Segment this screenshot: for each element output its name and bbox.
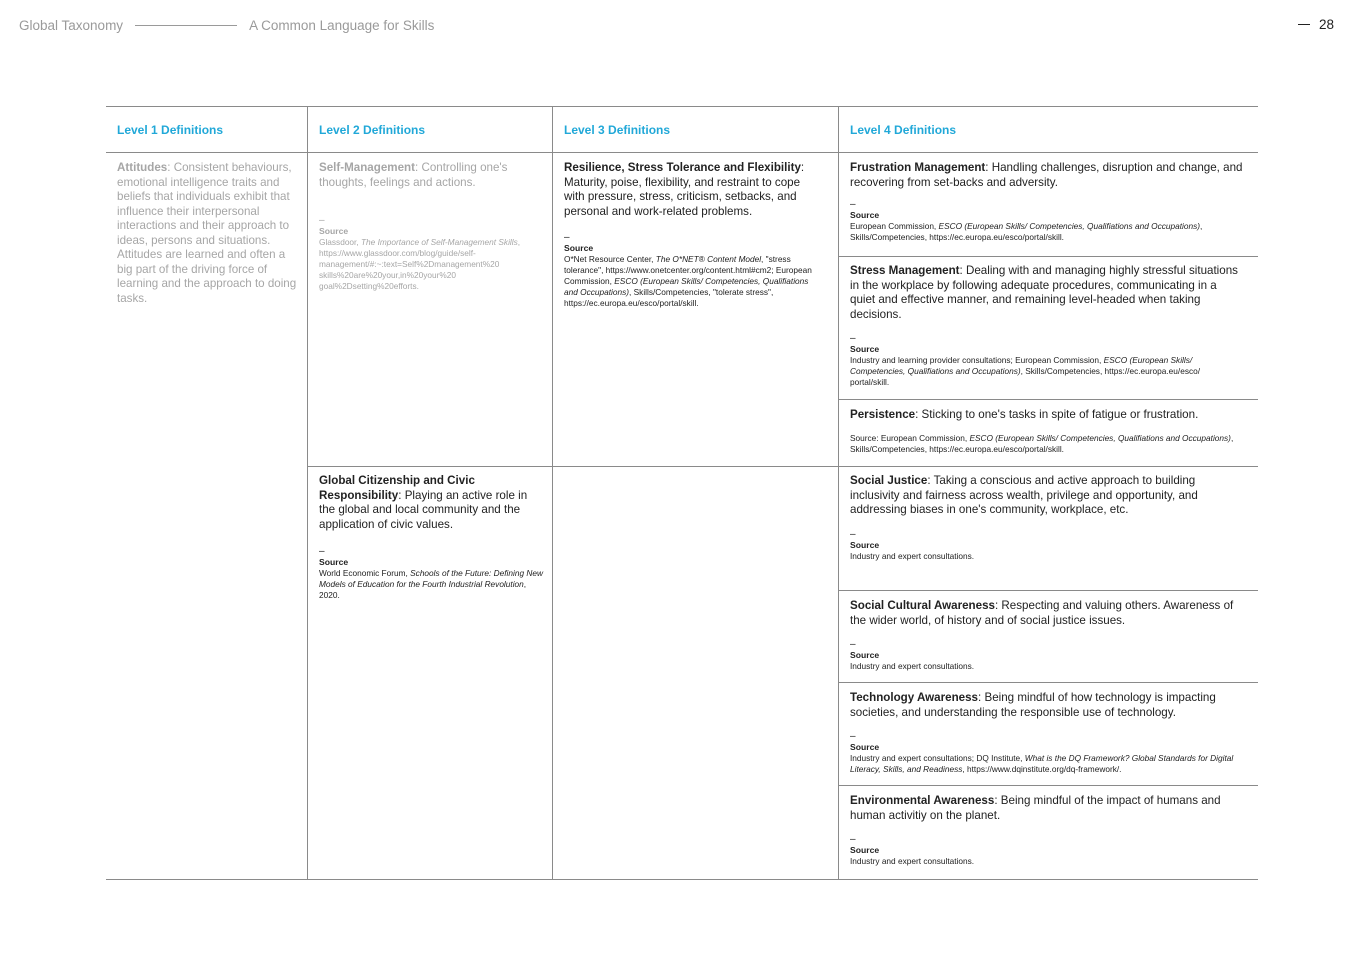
header-row-divider — [106, 152, 1258, 153]
definitions-table — [106, 106, 1258, 880]
page-number: 28 — [1318, 17, 1334, 32]
definition-text: : Handling challenges, disruption and change, and recovering from set-backs and adversity. — [850, 161, 1243, 189]
definition-term: Technology Awareness — [850, 691, 979, 704]
document-subtitle: A Common Language for Skills — [249, 18, 435, 33]
column-header-level-2: Level 2 Definitions — [319, 123, 426, 137]
level4-definition-social-cultural-awareness — [850, 599, 1248, 672]
source-citation: Industry and expert consultations. — [850, 661, 975, 671]
page-number-dash — [1298, 24, 1310, 25]
source-citation: Industry and expert consultations. — [850, 856, 975, 866]
source-citation: Industry and expert consultations; DQ Institute, What is the DQ Framework? Global Standards for Digital Literacy, Skills, and Readiness, https://www.dqinstitute.org/dq-framework/. — [850, 753, 1234, 774]
row-divider — [838, 785, 1258, 786]
column-header-level-4: Level 4 Definitions — [850, 123, 957, 137]
source-label: Source — [850, 650, 880, 660]
column-divider — [552, 107, 553, 879]
level4-definition-stress-management — [850, 264, 1240, 388]
definition-term: Frustration Management — [850, 161, 986, 174]
page-number-block — [1298, 17, 1334, 32]
source-citation: Source: European Commission, ESCO (European Skills/ Competencies, Qualifiations and Occupations), Skills/Competencies, https://ec.europa.eu/esco/portal/skill. — [850, 432, 1234, 454]
row-divider — [838, 682, 1258, 683]
source-label: Source — [319, 226, 349, 236]
definition-term: Global Citizenship and Civic Responsibility — [319, 474, 475, 502]
column-divider — [838, 107, 839, 879]
source-citation: O*Net Resource Center, The O*NET® Content Model, "stress tolerance", https://www.onetcenter.org/content.html#cm2; European Commission, ESCO (European Skills/ Competencies, Qualifiations and Occupations), Skills/Competencies, "tolerate stress", https://ec.europa.eu/esco/portal/skill. — [564, 254, 812, 308]
source-citation: European Commission, ESCO (European Skills/ Competencies, Qualifiations and Occupations), Skills/Competencies, https://ec.europa.eu/esco/portal/skill. — [850, 221, 1203, 242]
source-label: Source — [850, 845, 880, 855]
definition-term: Social Cultural Awareness — [850, 599, 995, 612]
definition-term: Environmental Awareness — [850, 794, 995, 807]
level2-definition-self-management — [319, 161, 541, 292]
row-divider — [838, 590, 1258, 591]
column-header-level-3: Level 3 Definitions — [564, 123, 671, 137]
level4-definition-social-justice — [850, 474, 1240, 562]
level4-definition-persistence — [850, 408, 1248, 455]
source-dash: – — [319, 546, 325, 557]
source-dash: – — [850, 333, 856, 344]
document-title: Global Taxonomy — [19, 18, 124, 33]
source-dash: – — [850, 731, 856, 742]
definition-text: : Controlling one's thoughts, feelings and actions. — [319, 161, 508, 189]
source-label: Source — [319, 557, 349, 567]
definition-text: : Taking a conscious and active approach to building inclusivity and fairness across wealth, privilege and opportunity, and addressing biases in one's community, workplace, etc. — [850, 474, 1198, 516]
definition-text: : Playing an active role in the global and local community and the application of civic values. — [319, 488, 528, 531]
level2-definition-global-citizenship — [319, 474, 545, 601]
column-divider — [307, 107, 308, 879]
source-citation: World Economic Forum, Schools of the Future: Defining New Models of Education for the Fourth Industrial Revolution, 2020. — [319, 568, 543, 600]
level3-definition-resilience — [564, 161, 822, 309]
level4-definition-technology-awareness — [850, 691, 1248, 775]
row-divider — [838, 256, 1258, 257]
definition-text: : Dealing with and managing highly stressful situations in the workplace by following adequate procedures, communicating in a quiet and effective manner, and remaining level-headed when taking decisions. — [850, 264, 1238, 321]
definition-text: : Sticking to one's tasks in spite of fatigue or frustration. — [915, 408, 1199, 421]
source-citation: Glassdoor, The Importance of Self-Management Skills, https://www.glassdoor.com/blog/guide/self-management/#:~:text=Self%2Dmanagement%20 skills%20are%20your,in%20your%20 goal%2Dsetting%20efforts. — [319, 237, 521, 291]
level4-definition-frustration-management — [850, 161, 1248, 243]
source-label: Source — [850, 210, 880, 220]
source-label: Source — [850, 539, 880, 550]
definition-text: : Maturity, poise, flexibility, and restraint to cope with pressure, stress, criticism, setbacks, and personal and work-related problems. — [564, 161, 805, 218]
row-divider — [307, 466, 1258, 467]
level4-definition-environmental-awareness — [850, 794, 1248, 867]
source-label: Source — [564, 243, 594, 253]
definition-term: Attitudes — [117, 161, 168, 174]
running-header — [19, 18, 434, 33]
definition-text: : Consistent behaviours, emotional intelligence traits and beliefs that individuals exhibit that influence their interpersonal interactions and their approach to ideas, persons and situations. Attitudes are learned and often a big part of the driving force of learning and the approach to doing tasks. — [117, 161, 297, 305]
definition-text: : Being mindful of the impact of humans and human activitiy on the planet. — [850, 794, 1221, 822]
source-dash: – — [319, 215, 325, 226]
definition-text: : Respecting and valuing others. Awareness of the wider world, of history and of social justice issues. — [850, 599, 1234, 627]
source-dash: – — [850, 834, 856, 845]
definition-term: Stress Management — [850, 264, 960, 277]
source-citation: Industry and expert consultations. — [850, 550, 975, 561]
column-header-level-1: Level 1 Definitions — [117, 123, 224, 137]
definition-term: Self-Management — [319, 161, 415, 174]
definition-term: Social Justice — [850, 474, 928, 487]
definition-term: Persistence — [850, 408, 916, 421]
level1-definition — [117, 161, 299, 306]
source-dash: – — [850, 199, 856, 210]
row-divider — [838, 399, 1258, 400]
definition-term: Resilience, Stress Tolerance and Flexibility — [564, 161, 801, 174]
source-citation: Industry and learning provider consultations; European Commission, ESCO (European Skills/ Competencies, Qualifiations and Occupations), Skills/Competencies, https://ec.europa.eu/esco/ portal/skill. — [850, 355, 1201, 387]
source-label: Source — [850, 742, 880, 752]
header-rule — [135, 25, 237, 26]
definition-text: : Being mindful of how technology is impacting societies, and understanding the responsible use of technology. — [850, 691, 1216, 719]
source-dash: – — [564, 232, 570, 243]
source-dash: – — [850, 639, 856, 650]
source-label: Source — [850, 344, 880, 354]
source-dash: – — [850, 528, 856, 540]
